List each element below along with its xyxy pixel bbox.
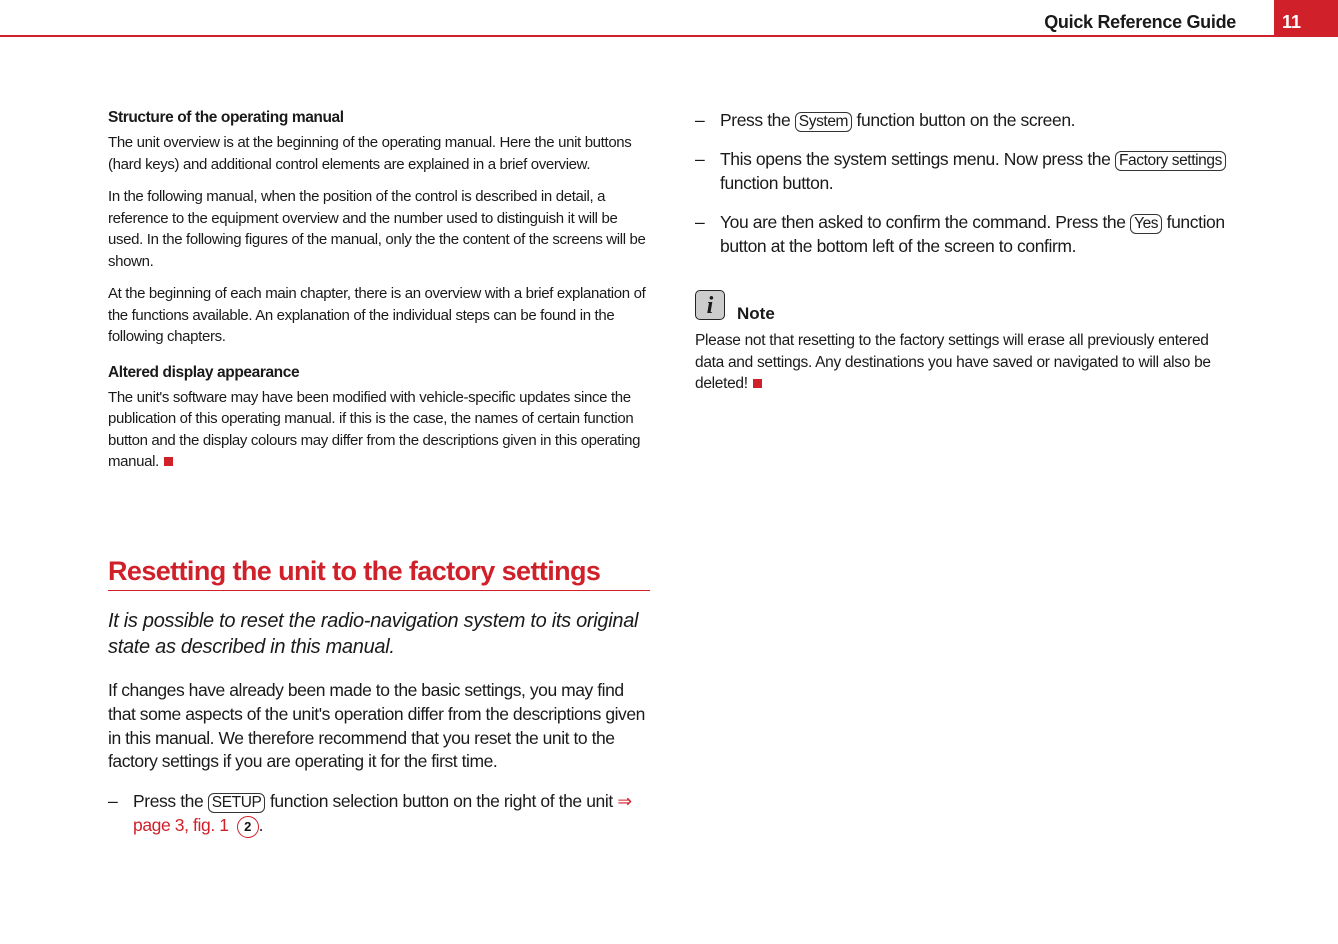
end-marker-icon	[753, 379, 762, 388]
structure-heading: Structure of the operating manual	[108, 109, 344, 126]
section-intro: It is possible to reset the radio-navigation system to its original state as described in this manual.	[108, 610, 639, 658]
note-title: Note	[737, 304, 775, 323]
structure-paragraph-1: The unit overview is at the beginning of the operating manual. Here the unit buttons (hard keys) and additional control elements are explained in a brief overview.	[108, 134, 632, 173]
dash: –	[108, 791, 118, 812]
altered-text: The unit's software may have been modified with vehicle-specific updates since the publication of this operating manual. if this is the case, the names of certain function button and the display colours may differ from the descriptions given in this operating manual.	[108, 388, 641, 470]
section-body	[108, 679, 653, 853]
dash: –	[695, 212, 705, 232]
running-header-title: Quick Reference Guide	[1044, 12, 1236, 32]
end-marker-icon	[164, 457, 173, 466]
step-text: Press the	[133, 791, 204, 812]
header-rule	[0, 35, 1274, 37]
yes-key: Yes	[1130, 214, 1162, 234]
step-text: Press the	[720, 110, 791, 130]
structure-paragraph-3: At the beginning of each main chapter, there is an overview with a brief explanation of the functions available. An explanation of the individual steps can be found in the following chapters.	[108, 285, 646, 345]
system-key: System	[795, 112, 852, 132]
page-number: 11	[1274, 0, 1338, 37]
altered-paragraph	[108, 387, 652, 473]
section-paragraph: If changes have already been made to the basic settings, you may find that some aspects of the unit's operation differ from the descriptions given in this manual. We therefore recommend that you reset the unit to the factory settings if you are operating it for the first time.	[108, 680, 645, 772]
note-body	[695, 330, 1240, 395]
step-text: This opens the system settings menu. Now press the	[720, 149, 1111, 169]
period: .	[258, 815, 264, 836]
step-confirm	[695, 210, 1240, 258]
factory-settings-key: Factory settings	[1115, 151, 1226, 171]
step-text: function button at the bottom left of the screen to confirm.	[720, 212, 1225, 256]
altered-heading: Altered display appearance	[108, 363, 300, 381]
page-reference-link[interactable]: ⇒ page 3, fig. 1	[133, 791, 632, 836]
step-text: function button on the screen.	[856, 110, 1076, 130]
note-text: Please not that resetting to the factory settings will erase all previously entered data and settings. Any destinations you have saved or navigated to will also be deleted!	[695, 332, 1211, 392]
step-text: function selection button on the right of the unit	[269, 791, 613, 812]
step-setup	[108, 789, 653, 838]
info-icon: i	[695, 290, 725, 320]
step-text: You are then asked to confirm the command. Press the	[720, 212, 1126, 232]
dash: –	[695, 149, 705, 169]
callout-number: 2	[237, 816, 259, 838]
setup-key: SETUP	[208, 793, 266, 813]
structure-paragraph-2: In the following manual, when the position of the control is described in detail, a reference to the equipment overview and the number used to distinguish it will be used. In the following figures of the manual, only the the content of the screens will be shown.	[108, 188, 646, 270]
step-system	[695, 108, 1240, 132]
step-factory-settings	[695, 147, 1240, 195]
step-text: function button.	[720, 173, 834, 193]
dash: –	[695, 110, 705, 130]
right-column	[695, 108, 1240, 273]
section-title: Resetting the unit to the factory settings	[108, 556, 650, 591]
left-column	[108, 109, 652, 484]
